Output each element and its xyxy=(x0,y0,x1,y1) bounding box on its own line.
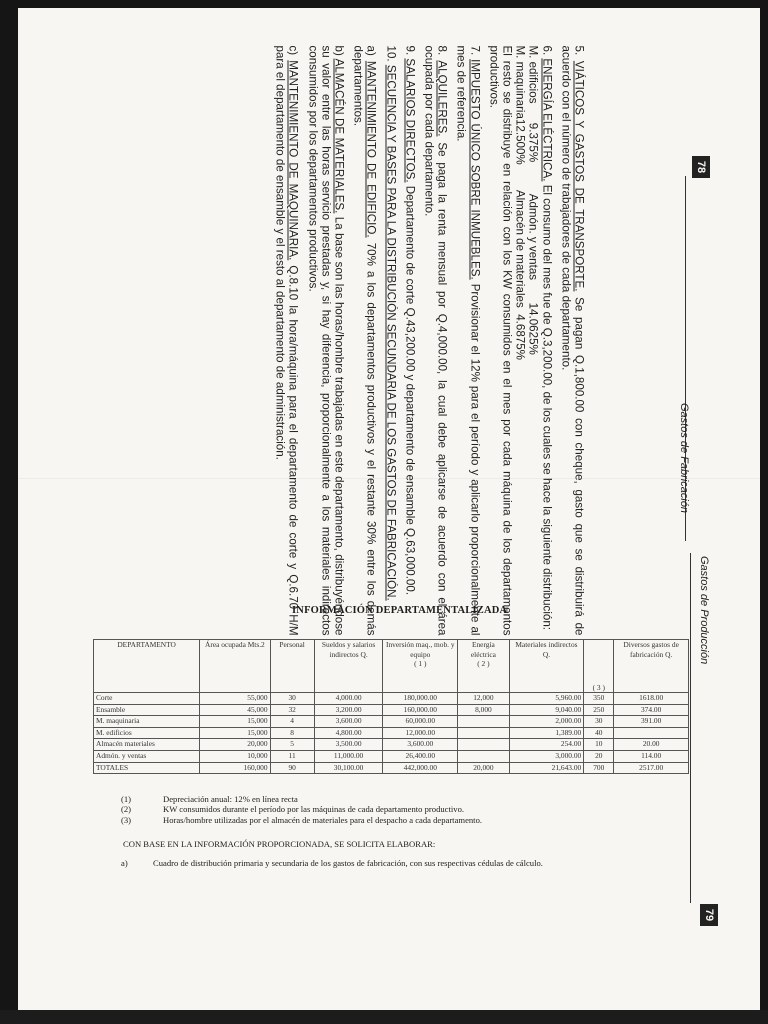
col-header-energia-ref: ( 2 ) xyxy=(477,659,490,668)
cell-area: 15,000 xyxy=(200,727,270,739)
cell-totals-sueldos: 30,100.00 xyxy=(314,762,383,773)
subitem-a xyxy=(351,46,377,636)
cell-totals-materiales: 21,643.00 xyxy=(509,762,584,773)
question-list xyxy=(121,858,573,868)
cell-horas: 20 xyxy=(584,750,614,762)
subitem-text: La base son las horas/hombre trabajadas en este departamento, distribuyéndose su valor entre las horas servicio prestadas y, si hay diferencia, proporcionalmente a los materiales indirectos consumidos por los departamentos productivos. xyxy=(306,45,346,636)
item-text: Se paga la renta mensual por Q.4,000.00, la cual debe aplicarse de acuerdo con el área ocupada por cada departamento. xyxy=(422,45,449,636)
cell-energia xyxy=(458,750,510,762)
rotated-text-block xyxy=(221,46,586,636)
table-row xyxy=(94,693,689,705)
cell-area: 55,000 xyxy=(200,693,270,705)
cell-totals-diversos: 2517.00 xyxy=(614,762,689,773)
departmental-table xyxy=(93,639,689,774)
cell-diversos: 1618.00 xyxy=(614,693,689,705)
item-title: ENERGÍA ELÉCTRICA. xyxy=(540,58,554,182)
cell-departamento: M. maquinaria xyxy=(94,716,200,728)
cell-personal: 11 xyxy=(270,750,314,762)
cell-sueldos: 3,600.00 xyxy=(314,716,383,728)
cell-energia xyxy=(458,739,510,751)
table-row xyxy=(94,750,689,762)
cell-departamento: M. edificios xyxy=(94,727,200,739)
cell-totals-label: TOTALES xyxy=(94,762,200,773)
note-text: KW consumidos durante el período por las máquinas de cada departamento productivo. xyxy=(163,804,465,815)
page-number-left: 78 xyxy=(692,156,710,178)
question-a xyxy=(121,858,573,868)
col-header-sueldos: Sueldos y salarios indirectos Q. xyxy=(314,640,383,693)
cell-inversion: 180,000.00 xyxy=(383,693,458,705)
col-header-horas xyxy=(584,640,614,693)
note-number: (1) xyxy=(121,794,132,804)
cell-inversion: 3,600.00 xyxy=(383,739,458,751)
cell-materiales: 5,960.00 xyxy=(509,693,584,705)
cell-horas: 40 xyxy=(584,727,614,739)
cell-materiales: 2,000.00 xyxy=(509,716,584,728)
cell-energia: 12,000 xyxy=(458,693,510,705)
item-7 xyxy=(455,46,481,636)
cell-inversion: 60,000.00 xyxy=(383,716,458,728)
cell-horas: 10 xyxy=(584,739,614,751)
cell-totals-inversion: 442,000.00 xyxy=(383,762,458,773)
subitem-number: a) xyxy=(364,45,378,56)
cell-diversos: 391.00 xyxy=(614,716,689,728)
cell-area: 10,000 xyxy=(200,750,270,762)
cell-energia xyxy=(458,716,510,728)
cell-materiales: 1,389.00 xyxy=(509,727,584,739)
subitem-number: b) xyxy=(332,45,346,56)
item-number: 10. xyxy=(384,45,398,62)
item-title: VIÁTICOS Y GASTOS DE TRANSPORTE. xyxy=(572,60,586,292)
energy-line-1: M. edificios 9.375% Admón. y ventas 14.0625% xyxy=(526,45,540,355)
cell-personal: 5 xyxy=(270,739,314,751)
item-5 xyxy=(559,46,585,636)
cell-horas: 350 xyxy=(584,693,614,705)
running-head-right: Gastos de Producción xyxy=(698,556,710,665)
cell-diversos: 20.00 xyxy=(614,739,689,751)
cell-horas: 250 xyxy=(584,704,614,716)
scanner-edge xyxy=(0,1010,768,1024)
subitem-b xyxy=(306,46,346,636)
col-header-departamento: DEPARTAMENTO xyxy=(94,640,200,693)
cell-inversion: 12,000.00 xyxy=(383,727,458,739)
cell-sueldos: 4,000.00 xyxy=(314,693,383,705)
col-header-energia xyxy=(458,640,510,693)
table-header-row xyxy=(94,640,689,693)
table-row xyxy=(94,716,689,728)
col-header-inversion-label: Inversión maq., mob. y equipo xyxy=(386,640,455,659)
note-1 xyxy=(121,794,482,804)
cell-inversion: 160,000.00 xyxy=(383,704,458,716)
item-text: Provisionar el 12% para el período y aplicarlo proporcionalmente al mes de referencia. xyxy=(454,45,482,636)
cell-energia: 8,000 xyxy=(458,704,510,716)
subitem-number: c) xyxy=(286,45,300,56)
table-title: INFORMACIÓN DEPARTAMENTALIZADA xyxy=(292,605,508,616)
note-text: Horas/hombre utilizadas por el almacén de materiales para el despacho a cada departamento. xyxy=(163,814,483,825)
note-3 xyxy=(121,815,482,825)
subitem-title: MANTENIMIENTO DE EDIFICIO. xyxy=(364,60,378,238)
subitem-text: 70% a los departamentos productivos y el restante 30% entre los demás departamentos. xyxy=(351,45,378,636)
col-header-area: Área ocupada Mts.2 xyxy=(200,640,270,693)
item-text-2: El resto se distribuye en relación con los KW consumidos en el mes por cada máquina de los departamentos productivos. xyxy=(487,45,514,636)
item-number: 6. xyxy=(540,45,554,56)
col-header-energia-label: Energía eléctrica xyxy=(470,640,496,659)
cell-personal: 8 xyxy=(270,727,314,739)
cell-materiales: 9,040.00 xyxy=(509,704,584,716)
item-8 xyxy=(422,46,448,636)
table-row xyxy=(94,727,689,739)
cell-area: 15,000 xyxy=(200,716,270,728)
cell-sueldos: 11,000.00 xyxy=(314,750,383,762)
col-header-inversion xyxy=(383,640,458,693)
item-title: SECUENCIA Y BASES PARA LA DISTRIBUCIÓN SECUNDARIA DE LOS GASTOS DE FABRICACIÓN. xyxy=(384,64,398,601)
item-title: IMPUESTO ÚNICO SOBRE INMUEBLES. xyxy=(468,59,482,280)
col-header-materiales: Materiales indirectos Q. xyxy=(509,640,584,693)
cell-personal: 32 xyxy=(270,704,314,716)
item-title: SALARIOS DIRECTOS. xyxy=(403,58,417,183)
cell-sueldos: 4,800.00 xyxy=(314,727,383,739)
cell-diversos: 114.00 xyxy=(614,750,689,762)
col-header-inversion-ref: ( 1 ) xyxy=(414,659,427,668)
request-heading: CON BASE EN LA INFORMACIÓN PROPORCIONADA, SE SOLICITA ELABORAR: xyxy=(123,839,436,849)
cell-diversos xyxy=(614,727,689,739)
cell-departamento: Admón. y ventas xyxy=(94,750,200,762)
item-number: 9. xyxy=(403,45,417,56)
energy-line-2: M. maquinaria12.500% Almacén de materiales 4.6875% xyxy=(513,45,527,360)
note-2 xyxy=(121,804,482,814)
cell-diversos: 374.00 xyxy=(614,704,689,716)
subitem-title: MANTENIMIENTO DE MAQUINARIA. xyxy=(286,60,300,261)
cell-departamento: Almacén materiales xyxy=(94,739,200,751)
page-number-right: 79 xyxy=(700,904,718,926)
item-number: 5. xyxy=(572,45,586,56)
cell-inversion: 26,400.00 xyxy=(383,750,458,762)
item-text: Departamento de corte Q.43,200.00 y departamento de ensamble Q.63,000.00. xyxy=(403,185,417,596)
item-number: 8. xyxy=(435,45,449,56)
question-text: Cuadro de distribución primaria y secundaria de los gastos de fabricación, con sus respectivas cédulas de cálculo. xyxy=(153,858,543,868)
cell-materiales: 3,000.00 xyxy=(509,750,584,762)
cell-area: 20,000 xyxy=(200,739,270,751)
item-text: El consumo del mes fue de Q.3,200.00, de los cuales se hace la siguiente distribución: xyxy=(540,184,554,631)
cell-departamento: Corte xyxy=(94,693,200,705)
cell-personal: 4 xyxy=(270,716,314,728)
cell-horas: 30 xyxy=(584,716,614,728)
note-number: (3) xyxy=(121,814,132,825)
page xyxy=(18,8,760,1018)
cell-totals-horas: 700 xyxy=(584,762,614,773)
cell-departamento: Ensamble xyxy=(94,704,200,716)
subitem-title: ALMACÉN DE MATERIALES. xyxy=(332,58,346,214)
item-number: 7. xyxy=(468,45,482,56)
subitem-c xyxy=(273,46,299,636)
cell-totals-energia: 20,000 xyxy=(458,762,510,773)
question-number: a) xyxy=(121,858,128,868)
col-header-diversos: Diversos gastos de fabricación Q. xyxy=(614,640,689,693)
subitem-text: Q.8.10 la hora/máquina para el departamento de corte y Q.6.70 H/M para el departamento de ensamble y el resto al departamento de administración. xyxy=(273,45,300,636)
table-row xyxy=(94,739,689,751)
col-header-horas-ref: ( 3 ) xyxy=(592,682,605,692)
item-title: ALQUILERES. xyxy=(435,60,449,137)
cell-materiales: 254.00 xyxy=(509,739,584,751)
col-header-personal: Personal xyxy=(270,640,314,693)
note-number: (2) xyxy=(121,804,132,815)
cell-area: 45,000 xyxy=(200,704,270,716)
item-10 xyxy=(384,46,397,636)
table-row xyxy=(94,704,689,716)
cell-totals-personal: 90 xyxy=(270,762,314,773)
cell-personal: 30 xyxy=(270,693,314,705)
item-6 xyxy=(487,46,553,636)
item-9 xyxy=(403,46,416,636)
note-text: Depreciación anual: 12% en línea recta xyxy=(163,794,298,804)
running-head-left: Gastos de Fabricación xyxy=(678,403,690,514)
table-totals-row xyxy=(94,762,689,773)
table-notes xyxy=(121,794,482,825)
cell-sueldos: 3,200.00 xyxy=(314,704,383,716)
cell-energia xyxy=(458,727,510,739)
item-text: Se pagan Q.1,800.00 con cheque, gasto que se distribuirá de acuerdo con el número de trabajadores de cada departamento. xyxy=(559,45,586,636)
cell-sueldos: 3,500.00 xyxy=(314,739,383,751)
header-rule-bottom xyxy=(690,553,691,903)
cell-totals-area: 160,000 xyxy=(200,762,270,773)
